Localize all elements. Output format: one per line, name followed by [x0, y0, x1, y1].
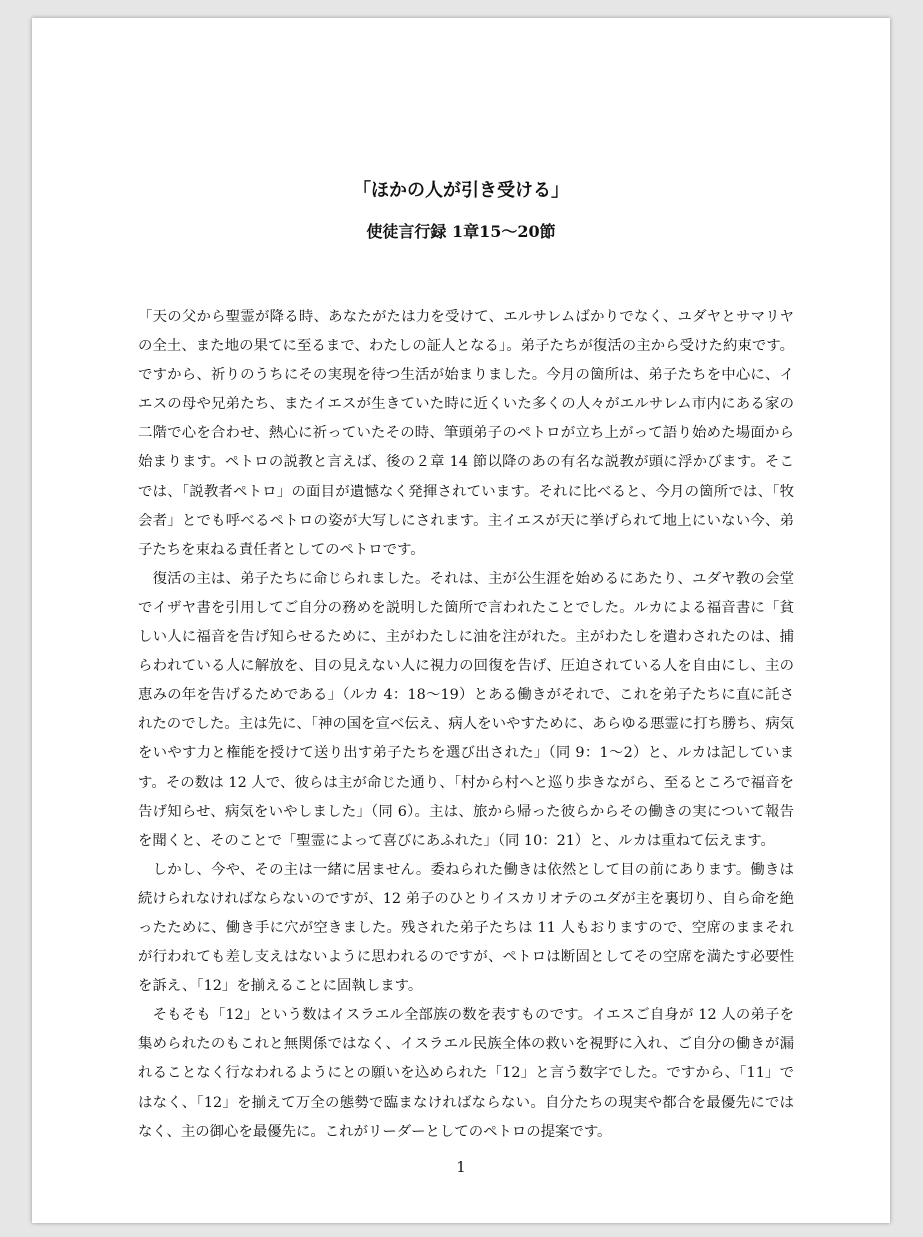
body-text: [138, 303, 794, 1147]
scripture-reference: 使徒言行録 1章15〜20節: [366, 222, 556, 241]
paragraph-3: しかし、今や、その主は一緒に居ません。委ねられた働きは依然として目の前にあります。働きは続けられなければならないのですが、12 弟子のひとりイスカリオテのユダが主を裏切り、自ら命を絶ったために、働き手に穴が空きました。残された弟子たちは 11 人もおりますので、空席のままそれが行われても差し支えはないように思われるのですが、ペトロは断固としてその空席を満たす必要性を訴え、「12」を揃えることに固執します。: [138, 861, 794, 995]
paragraph-2: 復活の主は、弟子たちに命じられました。それは、主が公生涯を始めるにあたり、ユダヤ教の会堂でイザヤ書を引用してご自分の務めを説明した箇所で言われたことでした。ルカによる福音書に「貧しい人に福音を告げ知らせるために、主がわたしに油を注がれた。主がわたしを遣わされたのは、捕らわれている人に解放を、目の見えない人に視力の回復を告げ、圧迫されている人を自由にし、主の恵みの年を告げるためである」（ルカ 4：18〜19）とある働きがそれで、これを弟子たちに直に託されたのでした。主は先に、「神の国を宣べ伝え、病人をいやすために、あらゆる悪霊に打ち勝ち、病気をいやす力と権能を授けて送り出す弟子たちを選び出された」（同 9：1〜2）と、ルカは記しています。その数は 12 人で、彼らは主が命じた通り、「村から村へと巡り歩きながら、至るところで福音を告げ知らせ、病気をいやしました」（同 6）。主は、旅から帰った彼らからその働きの実について報告を聞くと、そのことで「聖霊によって喜びにあふれた」（同 10：21）と、ルカは重ねて伝えます。: [138, 570, 794, 849]
paragraph-4: そもそも「12」という数はイスラエル全部族の数を表すものです。イエスご自身が 12 人の弟子を集められたのもこれと無関係ではなく、イスラエル民族全体の救いを視野に入れ、ご自分の働きが漏れることなく行なわれるようにとの願いを込められた「12」と言う数字でした。ですから、「11」ではなく、「12」を揃えて万全の態勢で臨まなければならない。自分たちの現実や都合を最優先にではなく、主の御心を最優先に。これがリーダーとしてのペトロの提案です。: [138, 1007, 794, 1140]
paragraph-1: 「天の父から聖霊が降る時、あなたがたは力を受けて、エルサレムばかりでなく、ユダヤとサマリヤの全土、また地の果てに至るまで、わたしの証人となる」。弟子たちが復活の主から受けた約束です。ですから、祈りのうちにその実現を待つ生活が始まりました。今月の箇所は、弟子たちを中心に、イエスの母や兄弟たち、またイエスが生きていた時に近くいた多くの人々がエルサレム市内にある家の二階で心を合わせ、熱心に祈っていたその時、筆頭弟子のペトロが立ち上がって語り始めた場面から始まります。ペトロの説教と言えば、後の２章 14 節以降のあの有名な説教が頭に浮かびます。そこでは、「説教者ペトロ」の面目が遺憾なく発揮されています。それに比べると、今月の箇所では、「牧会者」とでも呼べるペトロの姿が大写しにされます。主イエスが天に挙げられて地上にいない今、弟子たちを束ねる責任者としてのペトロです。: [138, 309, 794, 558]
page-number: 1: [456, 1158, 466, 1176]
page-title: 「ほかの人が引き受ける」: [353, 180, 569, 201]
document-page: [32, 18, 890, 1223]
